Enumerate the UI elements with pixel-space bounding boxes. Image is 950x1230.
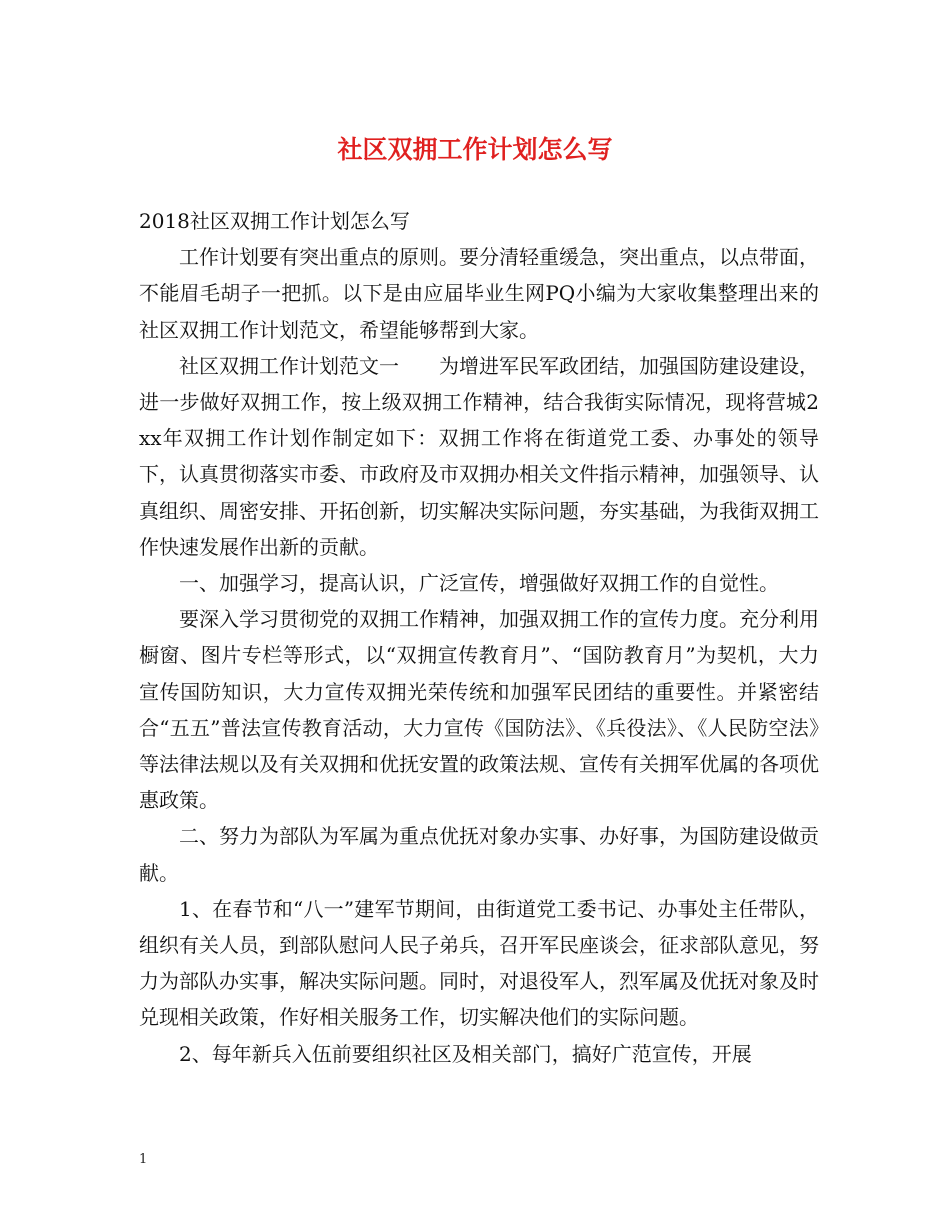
paragraph-section-one-body: 要深入学习贯彻党的双拥工作精神，加强双拥工作的宣传力度。充分利用橱窗、图片专栏等形式，以“双拥宣传教育月”、“国防教育月”为契机，大力宣传国防知识，大力宣传双拥光荣传统和加强军民团结的重要性。并紧密结合“五五”普法宣传教育活动，大力宣传《国防法》、《兵役法》、《人民防空法》等法律法规以及有关双拥和优抚安置的政策法规、宣传有关拥军优属的各项优惠政策。 xyxy=(139,607,819,813)
document-title: 社区双拥工作计划怎么写 xyxy=(337,135,613,164)
document-subtitle: 2018社区双拥工作计划怎么写 xyxy=(139,209,410,233)
paragraph-item-two: 2、每年新兵入伍前要组织社区及相关部门，搞好广范宣传，开展 xyxy=(179,1041,752,1066)
paragraph-intro: 工作计划要有突出重点的原则。要分清轻重缓急，突出重点，以点带面，不能眉毛胡子一把抓。以下是由应届毕业生网PQ小编为大家收集整理出来的社区双拥工作计划范文，希望能够帮到大家。 xyxy=(139,245,819,342)
paragraph-item-one: 1、在春节和“八一”建军节期间，由街道党工委书记、办事处主任带队，组织有关人员，到部队慰问人民子弟兵，召开军民座谈会，征求部队意见，努力为部队办实事，解决实际问题。同时，对退役军人，烈军属及优抚对象及时兑现相关政策，作好相关服务工作，切实解决他们的实际问题。 xyxy=(139,896,819,1030)
paragraph-sample-one: 社区双拥工作计划范文一 为增进军民军政团结，加强国防建设建设，进一步做好双拥工作，按上级双拥工作精神，结合我街实际情况，现将营城2xx年双拥工作计划作制定如下：双拥工作将在街道党工委、办事处的领导下，认真贯彻落实市委、市政府及市双拥办相关文件指示精神，加强领导、认真组织、周密安排、开拓创新，切实解决实际问题，夯实基础，为我街双拥工作快速发展作出新的贡献。 xyxy=(139,353,819,559)
paragraph-section-one-heading: 一、加强学习，提高认识，广泛宣传，增强做好双拥工作的自觉性。 xyxy=(179,571,779,596)
paragraph-section-two-heading: 二、努力为部队为军属为重点优抚对象办实事、办好事，为国防建设做贡献。 xyxy=(139,824,819,885)
page-number: 1 xyxy=(139,1152,148,1167)
document-body xyxy=(139,203,819,1072)
